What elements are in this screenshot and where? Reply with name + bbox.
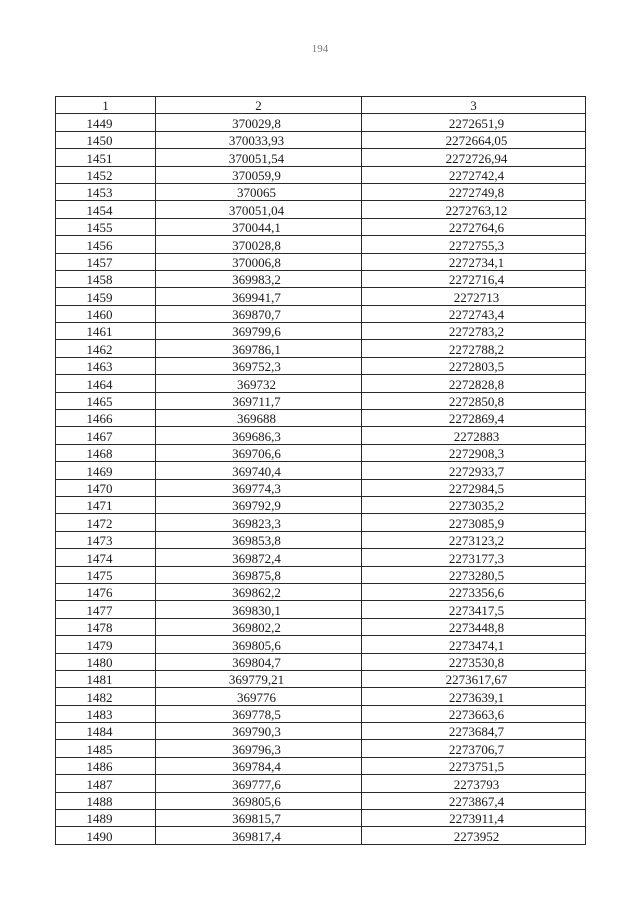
point-number-cell: 1484 — [56, 723, 156, 740]
y-coordinate-cell: 2273793 — [362, 775, 586, 792]
table-row — [56, 740, 586, 757]
y-coordinate-cell: 2272803,5 — [362, 357, 586, 374]
table-row — [56, 618, 586, 635]
point-number-cell: 1478 — [56, 618, 156, 635]
x-coordinate-cell: 369799,6 — [156, 323, 362, 340]
point-number-cell: 1472 — [56, 514, 156, 531]
x-coordinate-cell: 369875,8 — [156, 566, 362, 583]
coordinates-table-container — [55, 96, 585, 845]
table-row — [56, 723, 586, 740]
table-row — [56, 688, 586, 705]
point-number-cell: 1468 — [56, 444, 156, 461]
point-number-cell: 1485 — [56, 740, 156, 757]
point-number-cell: 1463 — [56, 357, 156, 374]
x-coordinate-cell: 370051,54 — [156, 149, 362, 166]
x-coordinate-cell: 369740,4 — [156, 462, 362, 479]
point-number-cell: 1451 — [56, 149, 156, 166]
y-coordinate-cell: 2273035,2 — [362, 496, 586, 513]
y-coordinate-cell: 2273663,6 — [362, 705, 586, 722]
table-row — [56, 288, 586, 305]
y-coordinate-cell: 2272788,2 — [362, 340, 586, 357]
y-coordinate-cell: 2273448,8 — [362, 618, 586, 635]
point-number-cell: 1462 — [56, 340, 156, 357]
column-header-1: 1 — [56, 97, 156, 114]
table-row — [56, 810, 586, 827]
point-number-cell: 1452 — [56, 166, 156, 183]
y-coordinate-cell: 2272755,3 — [362, 236, 586, 253]
y-coordinate-cell: 2272734,1 — [362, 253, 586, 270]
point-number-cell: 1449 — [56, 114, 156, 131]
point-number-cell: 1474 — [56, 549, 156, 566]
y-coordinate-cell: 2273280,5 — [362, 566, 586, 583]
x-coordinate-cell: 370028,8 — [156, 236, 362, 253]
point-number-cell: 1480 — [56, 653, 156, 670]
table-row — [56, 323, 586, 340]
column-header-3: 3 — [362, 97, 586, 114]
y-coordinate-cell: 2272713 — [362, 288, 586, 305]
column-header-2: 2 — [156, 97, 362, 114]
x-coordinate-cell: 369805,6 — [156, 636, 362, 653]
y-coordinate-cell: 2272869,4 — [362, 410, 586, 427]
table-row — [56, 601, 586, 618]
y-coordinate-cell: 2272743,4 — [362, 305, 586, 322]
x-coordinate-cell: 369711,7 — [156, 392, 362, 409]
table-row — [56, 583, 586, 600]
point-number-cell: 1475 — [56, 566, 156, 583]
table-header-row — [56, 97, 586, 114]
x-coordinate-cell: 369941,7 — [156, 288, 362, 305]
point-number-cell: 1450 — [56, 131, 156, 148]
x-coordinate-cell: 369830,1 — [156, 601, 362, 618]
y-coordinate-cell: 2273867,4 — [362, 792, 586, 809]
table-row — [56, 340, 586, 357]
point-number-cell: 1459 — [56, 288, 156, 305]
y-coordinate-cell: 2272828,8 — [362, 375, 586, 392]
table-row — [56, 531, 586, 548]
table-row — [56, 444, 586, 461]
y-coordinate-cell: 2272651,9 — [362, 114, 586, 131]
y-coordinate-cell: 2273684,7 — [362, 723, 586, 740]
x-coordinate-cell: 369790,3 — [156, 723, 362, 740]
y-coordinate-cell: 2272984,5 — [362, 479, 586, 496]
x-coordinate-cell: 370044,1 — [156, 218, 362, 235]
point-number-cell: 1454 — [56, 201, 156, 218]
y-coordinate-cell: 2272664,05 — [362, 131, 586, 148]
table-row — [56, 670, 586, 687]
table-row — [56, 705, 586, 722]
y-coordinate-cell: 2272742,4 — [362, 166, 586, 183]
y-coordinate-cell: 2273952 — [362, 827, 586, 844]
point-number-cell: 1469 — [56, 462, 156, 479]
point-number-cell: 1481 — [56, 670, 156, 687]
y-coordinate-cell: 2272749,8 — [362, 183, 586, 200]
x-coordinate-cell: 369792,9 — [156, 496, 362, 513]
y-coordinate-cell: 2273911,4 — [362, 810, 586, 827]
x-coordinate-cell: 369872,4 — [156, 549, 362, 566]
x-coordinate-cell: 370051,04 — [156, 201, 362, 218]
x-coordinate-cell: 369688 — [156, 410, 362, 427]
table-row — [56, 357, 586, 374]
y-coordinate-cell: 2272933,7 — [362, 462, 586, 479]
x-coordinate-cell: 369732 — [156, 375, 362, 392]
x-coordinate-cell: 369853,8 — [156, 531, 362, 548]
y-coordinate-cell: 2273177,3 — [362, 549, 586, 566]
x-coordinate-cell: 369686,3 — [156, 427, 362, 444]
point-number-cell: 1465 — [56, 392, 156, 409]
y-coordinate-cell: 2272726,94 — [362, 149, 586, 166]
table-row — [56, 218, 586, 235]
point-number-cell: 1466 — [56, 410, 156, 427]
x-coordinate-cell: 369786,1 — [156, 340, 362, 357]
table-row — [56, 183, 586, 200]
x-coordinate-cell: 369823,3 — [156, 514, 362, 531]
table-row — [56, 462, 586, 479]
table-row — [56, 410, 586, 427]
point-number-cell: 1464 — [56, 375, 156, 392]
x-coordinate-cell: 369776 — [156, 688, 362, 705]
table-row — [56, 549, 586, 566]
table-row — [56, 792, 586, 809]
point-number-cell: 1470 — [56, 479, 156, 496]
y-coordinate-cell: 2273085,9 — [362, 514, 586, 531]
y-coordinate-cell: 2272783,2 — [362, 323, 586, 340]
x-coordinate-cell: 369815,7 — [156, 810, 362, 827]
y-coordinate-cell: 2272883 — [362, 427, 586, 444]
table-row — [56, 427, 586, 444]
point-number-cell: 1467 — [56, 427, 156, 444]
table-row — [56, 305, 586, 322]
table-row — [56, 479, 586, 496]
y-coordinate-cell: 2272908,3 — [362, 444, 586, 461]
x-coordinate-cell: 369774,3 — [156, 479, 362, 496]
x-coordinate-cell: 369870,7 — [156, 305, 362, 322]
x-coordinate-cell: 369862,2 — [156, 583, 362, 600]
y-coordinate-cell: 2273417,5 — [362, 601, 586, 618]
x-coordinate-cell: 369983,2 — [156, 270, 362, 287]
table-row — [56, 566, 586, 583]
table-row — [56, 757, 586, 774]
point-number-cell: 1476 — [56, 583, 156, 600]
table-row — [56, 114, 586, 131]
x-coordinate-cell: 370059,9 — [156, 166, 362, 183]
y-coordinate-cell: 2272716,4 — [362, 270, 586, 287]
table-row — [56, 827, 586, 844]
point-number-cell: 1489 — [56, 810, 156, 827]
point-number-cell: 1487 — [56, 775, 156, 792]
x-coordinate-cell: 370033,93 — [156, 131, 362, 148]
y-coordinate-cell: 2273530,8 — [362, 653, 586, 670]
point-number-cell: 1461 — [56, 323, 156, 340]
point-number-cell: 1473 — [56, 531, 156, 548]
point-number-cell: 1483 — [56, 705, 156, 722]
y-coordinate-cell: 2272850,8 — [362, 392, 586, 409]
point-number-cell: 1460 — [56, 305, 156, 322]
point-number-cell: 1453 — [56, 183, 156, 200]
y-coordinate-cell: 2273123,2 — [362, 531, 586, 548]
point-number-cell: 1479 — [56, 636, 156, 653]
x-coordinate-cell: 369778,5 — [156, 705, 362, 722]
table-row — [56, 253, 586, 270]
y-coordinate-cell: 2273617,67 — [362, 670, 586, 687]
point-number-cell: 1458 — [56, 270, 156, 287]
point-number-cell: 1457 — [56, 253, 156, 270]
x-coordinate-cell: 369796,3 — [156, 740, 362, 757]
point-number-cell: 1477 — [56, 601, 156, 618]
table-row — [56, 201, 586, 218]
x-coordinate-cell: 369706,6 — [156, 444, 362, 461]
y-coordinate-cell: 2272764,6 — [362, 218, 586, 235]
x-coordinate-cell: 369784,4 — [156, 757, 362, 774]
page-number: 194 — [311, 43, 329, 55]
point-number-cell: 1456 — [56, 236, 156, 253]
y-coordinate-cell: 2273356,6 — [362, 583, 586, 600]
point-number-cell: 1490 — [56, 827, 156, 844]
x-coordinate-cell: 369817,4 — [156, 827, 362, 844]
y-coordinate-cell: 2273474,1 — [362, 636, 586, 653]
x-coordinate-cell: 369802,2 — [156, 618, 362, 635]
x-coordinate-cell: 369779,21 — [156, 670, 362, 687]
coordinates-table — [55, 96, 586, 845]
x-coordinate-cell: 370006,8 — [156, 253, 362, 270]
table-row — [56, 514, 586, 531]
table-row — [56, 775, 586, 792]
table-row — [56, 270, 586, 287]
x-coordinate-cell: 369752,3 — [156, 357, 362, 374]
point-number-cell: 1455 — [56, 218, 156, 235]
point-number-cell: 1482 — [56, 688, 156, 705]
table-row — [56, 236, 586, 253]
table-row — [56, 375, 586, 392]
x-coordinate-cell: 370065 — [156, 183, 362, 200]
x-coordinate-cell: 370029,8 — [156, 114, 362, 131]
point-number-cell: 1486 — [56, 757, 156, 774]
point-number-cell: 1471 — [56, 496, 156, 513]
table-body — [56, 114, 586, 844]
y-coordinate-cell: 2273639,1 — [362, 688, 586, 705]
table-row — [56, 636, 586, 653]
table-row — [56, 131, 586, 148]
table-row — [56, 496, 586, 513]
point-number-cell: 1488 — [56, 792, 156, 809]
y-coordinate-cell: 2273751,5 — [362, 757, 586, 774]
x-coordinate-cell: 369804,7 — [156, 653, 362, 670]
table-row — [56, 166, 586, 183]
x-coordinate-cell: 369805,6 — [156, 792, 362, 809]
x-coordinate-cell: 369777,6 — [156, 775, 362, 792]
y-coordinate-cell: 2273706,7 — [362, 740, 586, 757]
table-row — [56, 392, 586, 409]
y-coordinate-cell: 2272763,12 — [362, 201, 586, 218]
table-row — [56, 653, 586, 670]
table-row — [56, 149, 586, 166]
